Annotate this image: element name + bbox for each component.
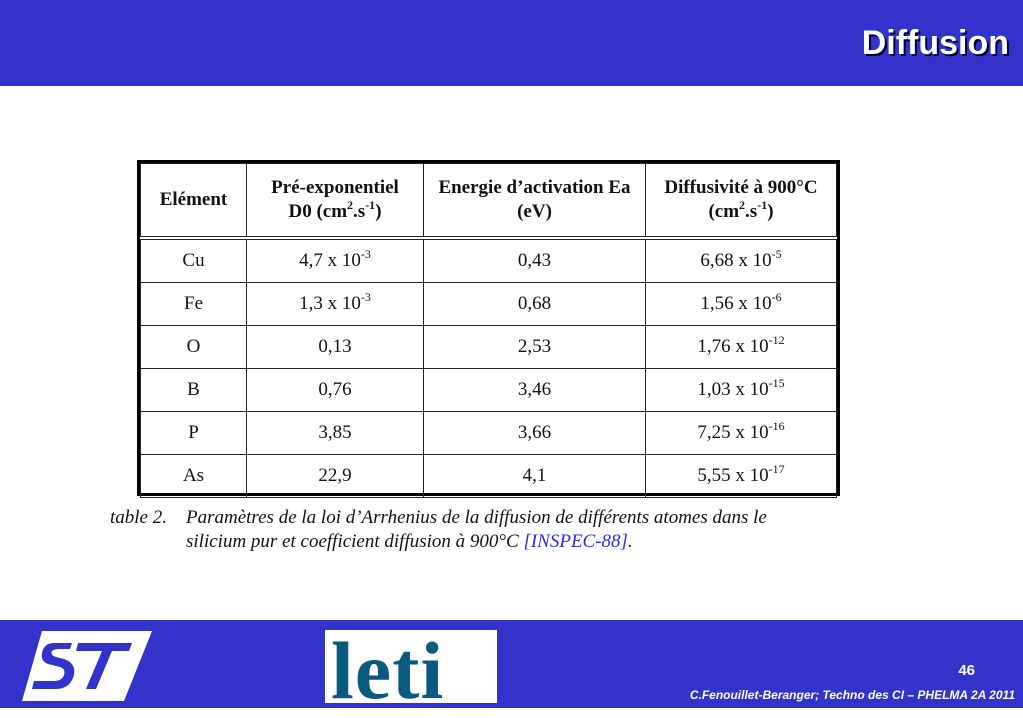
header-diff-line1: Diffusivité à 900°C — [664, 177, 818, 198]
page-number: 46 — [958, 662, 975, 679]
table-row — [141, 238, 837, 283]
table-caption — [110, 506, 880, 554]
st-logo — [20, 629, 154, 703]
table-row — [141, 412, 837, 455]
header-diff-mid: .s — [745, 201, 758, 222]
cell-d0-base: 1,3 x 10 — [299, 293, 361, 314]
cell-diffusivity — [646, 455, 837, 498]
header-d0-exp2: -1 — [365, 198, 376, 212]
cell-d0 — [247, 326, 424, 369]
cell-diff-base: 1,76 x 10 — [697, 336, 769, 357]
cell-d0-base: 0,76 — [318, 379, 352, 400]
cell-d0-exp: -3 — [360, 247, 371, 261]
cell-d0-exp: -3 — [360, 290, 371, 304]
cell-diff-exp: -17 — [768, 462, 785, 476]
table-row — [141, 326, 837, 369]
arrhenius-table — [137, 160, 840, 496]
cell-d0 — [247, 238, 424, 283]
cell-d0 — [247, 283, 424, 326]
header-diffusivity — [646, 164, 837, 239]
leti-logo — [325, 625, 497, 716]
header-d0-mid: .s — [353, 201, 366, 222]
cell-ea: 0,43 — [424, 238, 646, 283]
cell-element: B — [141, 369, 247, 412]
cell-element: As — [141, 455, 247, 498]
caption-line1: Paramètres de la loi d’Arrhenius de la diffusion de différents atomes dans le — [186, 507, 767, 528]
cell-diff-base: 1,03 x 10 — [697, 379, 769, 400]
cell-ea: 3,46 — [424, 369, 646, 412]
header-d0-line1: Pré-exponentiel — [271, 177, 399, 198]
cell-diff-base: 6,68 x 10 — [700, 250, 772, 271]
header-element: Elément — [141, 164, 247, 239]
header-diff-exp2: -1 — [757, 198, 768, 212]
st-logo-shape — [22, 631, 152, 701]
cell-diff-base: 5,55 x 10 — [697, 465, 769, 486]
cell-d0 — [247, 455, 424, 498]
header-diff-exp1: 2 — [739, 198, 746, 212]
header-diff-prefix: (cm — [708, 201, 740, 222]
cell-ea: 0,68 — [424, 283, 646, 326]
header-ea-line2: (eV) — [517, 201, 552, 222]
caption-reference-link[interactable]: [INSPEC-88] — [523, 531, 628, 552]
cell-diff-exp: -5 — [771, 247, 782, 261]
cell-diffusivity — [646, 369, 837, 412]
cell-element: O — [141, 326, 247, 369]
footer-credit: C.Fenouillet-Beranger; Techno des CI – PHELMA 2A 2011 — [689, 688, 1015, 702]
cell-diffusivity — [646, 412, 837, 455]
cell-d0-base: 4,7 x 10 — [299, 250, 361, 271]
cell-diffusivity — [646, 283, 837, 326]
header-diff-suffix: ) — [767, 201, 774, 222]
table-header-row — [141, 164, 837, 239]
caption-label: table 2. — [110, 507, 167, 528]
header-d0 — [247, 164, 424, 239]
table-row — [141, 455, 837, 498]
cell-d0 — [247, 369, 424, 412]
header-ea-line1: Energie d’activation Ea — [438, 177, 631, 198]
cell-d0-base: 0,13 — [318, 336, 352, 357]
header-ea — [424, 164, 646, 239]
cell-diff-base: 1,56 x 10 — [700, 293, 772, 314]
caption-end: . — [627, 531, 633, 552]
cell-element: Fe — [141, 283, 247, 326]
cell-diff-exp: -15 — [768, 376, 785, 390]
header-d0-exp1: 2 — [347, 198, 354, 212]
cell-element: Cu — [141, 238, 247, 283]
slide-title: Diffusion — [861, 24, 1009, 62]
cell-ea: 3,66 — [424, 412, 646, 455]
header-d0-suffix: ) — [375, 201, 382, 222]
cell-ea: 4,1 — [424, 455, 646, 498]
cell-diffusivity — [646, 326, 837, 369]
cell-diff-base: 7,25 x 10 — [697, 422, 769, 443]
cell-element: P — [141, 412, 247, 455]
cell-ea: 2,53 — [424, 326, 646, 369]
table-row — [141, 369, 837, 412]
cell-diff-exp: -6 — [771, 290, 782, 304]
table-row — [141, 283, 837, 326]
cell-d0-base: 3,85 — [318, 422, 352, 443]
cell-d0-base: 22,9 — [318, 465, 352, 486]
header-d0-prefix: D0 (cm — [288, 201, 348, 222]
cell-diffusivity — [646, 238, 837, 283]
cell-diff-exp: -16 — [768, 419, 785, 433]
cell-diff-exp: -12 — [768, 333, 785, 347]
cell-d0 — [247, 412, 424, 455]
leti-logo-text: leti — [331, 625, 445, 716]
caption-line2: silicium pur et coefficient diffusion à 900°C — [186, 531, 524, 552]
